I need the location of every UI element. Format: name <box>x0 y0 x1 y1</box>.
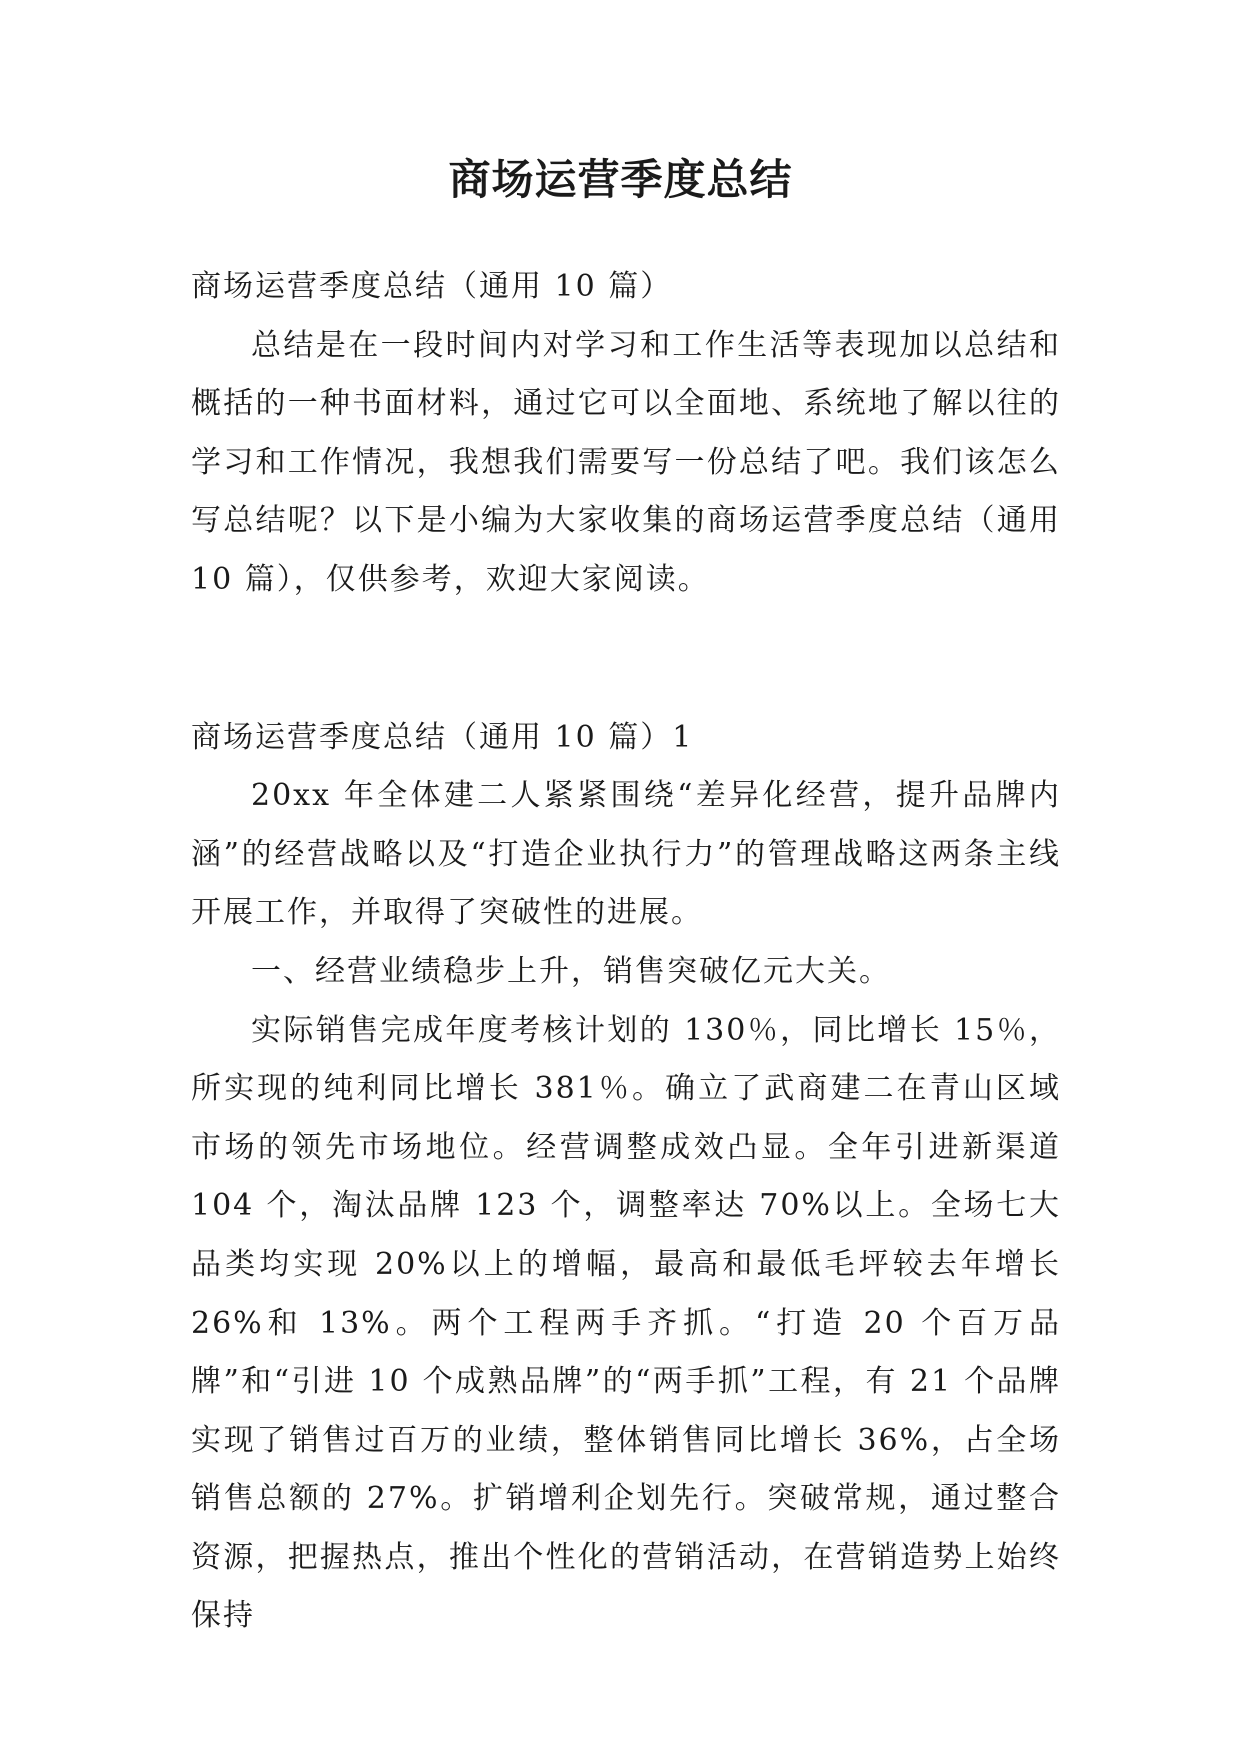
section-heading: 商场运营季度总结（通用 10 篇）1 <box>191 719 694 755</box>
document-subtitle: 商场运营季度总结（通用 10 篇） <box>191 269 673 304</box>
section-spacer <box>191 610 1061 709</box>
body-paragraph: 20xx 年全体建二人紧紧围绕“差异化经营，提升品牌内涵”的经营战略以及“打造企业执行力”的管理战略这两条主线开展工作，并取得了突破性的进展。 <box>191 778 1061 931</box>
document-title: 商场运营季度总结 <box>448 155 793 204</box>
body-paragraph: 实际销售完成年度考核计划的 130％，同比增长 15％，所实现的纯利同比增长 381％。确立了武商建二在青山区域市场的领先市场地位。经营调整成效凸显。全年引进新渠道 104 个，淘汰品牌 123 个，调整率达 70%以上。全场七大品类均实现 20%以上的增幅，最高和最低毛坪较去年增长 26%和 13%。两个工程两手齐抓。“打造 20 个百万品牌”和“引进 10 个成熟品牌”的“两手抓”工程，有 21 个品牌实现了销售过百万的业绩，整体销售同比增长 36%，占全场销售总额的 27%。扩销增利企划先行。突破常规，通过整合资源，把握热点，推出个性化的营销活动，在营销造势上始终保持 <box>191 1012 1061 1634</box>
intro-paragraph: 总结是在一段时间内对学习和工作生活等表现加以总结和概括的一种书面材料，通过它可以全面地、系统地了解以往的学习和工作情况，我想我们需要写一份总结了吧。我们该怎么写总结呢？以下是小编为大家收集的商场运营季度总结（通用 10 篇），仅供参考，欢迎大家阅读。 <box>191 327 1061 597</box>
document-body <box>191 258 1061 1646</box>
body-paragraph: 一、经营业绩稳步上升，销售突破亿元大关。 <box>251 953 891 989</box>
